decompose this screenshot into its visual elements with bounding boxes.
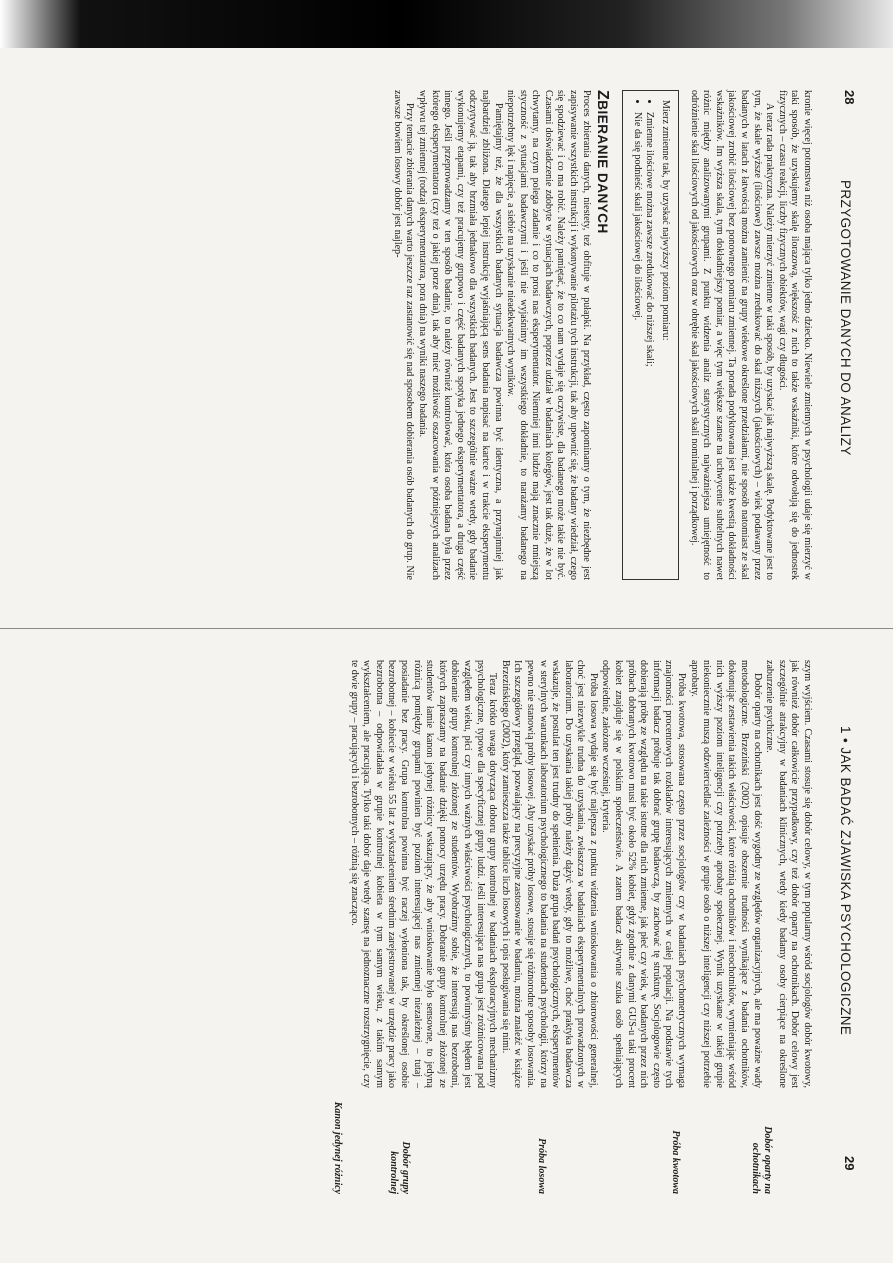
body-text bbox=[347, 660, 813, 1088]
page-number: 28 bbox=[842, 90, 857, 105]
tip-box bbox=[622, 90, 679, 580]
paragraph: Pamiętajmy też, że dla wszystkich badanych sytuacja badawcza powinna być identyczna, a przynajmniej jak najbardziej zbliżona. Dlatego lepiej instrukcję wyjaśniającą sens badania napisać na kartce i w trakcie eksperymentu odczytywać ją, tak aby brzmiała jednakowo dla wszystkich badanych. Jest to szczególnie ważne wtedy, gdy badanie wykonujemy etapami, czy też pracujemy grupowo i część badanych spotyka jednego eksperymentatora, a druga część innego. Jeśli przeprowadzamy w ten sposób badanie, to należy również kontrolować, która osoba badana była przez którego eksperymentatora (czy też o jakiej porze dnia), tak aby mieć możliwość oszacowania w późniejszych analizach wpływu tej zmiennej (rodzaj eksperymentatora, pora dnia) na wyniki naszego badania. bbox=[416, 90, 504, 580]
tip-box-list bbox=[630, 100, 655, 570]
paragraph: kronie więcej potomstwa niż osoba mająca tylko jedno dziecko. Niewiele zmiennych w psychologii udaje się mierzyć w taki sposób, że uzyskujemy skalę ilorazową, większość z nich to także wskaźniki, które odwołują się do jednostek fizycznych – czasu reakcji, liczby fizycznych obiektów, wagi czy długości. bbox=[776, 90, 813, 580]
paragraph: Dobór oparty na ochotnikach jest dość wygodny ze względów organizacyjnych, ale ma poważne wady metodologiczne. Brzeziński (2002) opisuje obszernie trudności wynikające z badania ochotników, dokonując zestawienia takich właściwości, które różnią ochotników i nieochotników, wymieniając wśród nich wyższy poziom inteligencji czy potrzeby aprobaty społecznej. Wynik uzyskane w takiej grupie niekoniecznie muszą odzwierciedlać zależności w grupie osób o niższej inteligencji czy niższej potrzebie aprobaty. bbox=[688, 660, 763, 1088]
book-page-28 bbox=[0, 42, 893, 630]
margin-note: Próba losowa bbox=[536, 1138, 547, 1194]
tip-box-intro: Mierz zmienne tak, by uzyskać najwyższy poziom pomiaru: bbox=[660, 100, 672, 341]
tip-box-item: • Zmienne ilościowe można zawsze zredukować do niższej skali; bbox=[643, 112, 656, 570]
section-title bbox=[594, 90, 612, 580]
section-title-initial: Z bbox=[594, 90, 612, 101]
body-text bbox=[390, 90, 813, 580]
paragraph: A teraz rada praktyczna. Należy mierzyć zmienne w taki sposób, by uzyskać jak najwyższą skalę. Podyktowane jest to tym, że skale wyższe (ilościowe) zawsze można zredukować do skal niższych (jakościowych) – wiek podawany przez badanych w latach z łatwością można zamienić na grupy wiekowe określone przedziałami, nie sposób natomiast ze skal jakościowej zrobić ilościowej bez ponownego pomiaru zmiennej. Ta porada podyktowana jest także kwestią dokładności wskaźników. Im wyższa skala, tym dokładniejszy pomiar, a więc tym większe szanse na uchwycenie subtelnych nawet różnic między analizowanymi grupami. Z punktu widzenia analiz statystycznych najważniejsza umiejętność to odróżnienie skal ilościowych od jakościowych oraz w obrębie skal jakościowych skali nominalnej i porządkowej. bbox=[688, 90, 776, 580]
paragraph: Przy temacie zbierania danych warto jeszcze raz zastanowić się nad sposobem dobierania osób badanych do grup. Nie zawsze bowiem losowy dobór jest najlep- bbox=[391, 90, 416, 580]
section-title-rest: BIERANIE DANYCH bbox=[595, 100, 611, 234]
paragraph: Proces zbierania danych, niestety, też obfituje w pułapki. Na przykład, często zapominamy o tym, że niezbędne jest zapisywanie wszystkich instrukcji i wykonywanie pilotażu tych instrukcji, tak aby upewnić się, że badany wiedział, czego się spodziewać i co ma robić. Należy pamiętać, że to co nam wydaje się oczywiste, dla badanego może takie nie być. Czasami doświadczenie zdobyte w sytuacjach badawczych, poprzez udział w badaniach kolegów, jest tak duże, że w lot chwytamy, na czym polega zadanie i co to prosi nas eksperymentator. Niemniej inni ludzie mają znacznie mniejszą styczność z sytuacjami badawczymi i jeśli nie wyjaśnimy im wszystkiego dokładnie, to narażamy badanego na niepotrzebny lęk i napięcie, a siebie na uzyskanie nieadekwatnych wyników. bbox=[505, 90, 592, 580]
tip-box-item: • Nie da się podnieść skali jakościowej do ilościowej. bbox=[630, 112, 643, 570]
running-head: 1 • JAK BADAĆ ZJAWISKA PSYCHOLOGICZNE bbox=[838, 726, 853, 1036]
margin-note: Dobór grupy kontrolnej bbox=[388, 1141, 411, 1194]
paragraph: Teraz krótko uwaga dotycząca doboru grupy kontrolnej w badaniach eksploracyjnych mechanizmy psychologiczne, typowe dla specyficznej grupy ludzi. Jeśli interesująca nas grupa jest zróżnicowana pod względem wieku, płci czy innych ważnych właściwości psychologicznych, to powinnyśmy błędem jest dobieranie grupy kontrolnej złożonej ze studentów. Wyobraźmy sobie, że interesują nas bezrobotni, których zapraszamy na badanie dzięki pomocy urzędu pracy. Dobranie grupy kontrolnej złożonej ze studentów łamie kanon jedynej różnicy wskazujący, że aby wnioskowanie było sensowne, to jedyną różnicą pomiędzy grupami powinien być poziom interesującej nas zmiennej niezależnej – tutaj – posiadanie bez pracy. Grupa kontrolna powinna być raczej wyłoniona tak, by określonej osobie bezrobotnej – kobiecie w wieku 55 lat z wykształceniem średnim zarejestrowanej w urzędzie pracy jako bezrobotna – odpowiadała w grupie kontrolnej kobieta w tym samym wieku, z takim samym wykształceniem, ale pracująca. Tylko taki dobór daje wtedy szansę na jednoznaczne rozstrzygnięcie, czy te dwie grupy – pracujących i bezrobotnych – różnią się znacząco. bbox=[348, 660, 499, 1088]
book-page-29 bbox=[0, 636, 893, 1224]
margin-note: Dobór oparty na ochotnikach bbox=[750, 1126, 773, 1194]
page-number: 29 bbox=[842, 1156, 857, 1171]
scan-edge-shadow bbox=[0, 0, 893, 48]
paragraph: Próba kwotowa, stosowana często przez socjologów czy w badaniach psychometrycznych wymaga znajomości procentowych rozkładów interesujących zmiennych w całej populacji. Na podstawie tych informacji badacz próbuje tak dobrać grupę badawczą, by zachować tę strukturę. Socjologowie często dobierają próbę ze względu na takie istotne dla nich zmienne, jak płeć czy wiek, w badanych przez nich próbach dobranych kwotowo musi być około 52% kobiet, gdyż zgodnie z danymi GUS-u taki procent kobiet znajduje się w polskim społeczeństwie. A zatem badacz aktywnie szuka osób spełniających odpowiednie, założone wcześniej, kryteria. bbox=[600, 660, 688, 1088]
margin-note: Próba kwotowa bbox=[670, 1130, 681, 1194]
paragraph: Próba losowa wydaje się być najlepsza z punktu widzenia wnioskowania o zbiorowości generalnej, choć jest niezwykle trudna do uzyskania, zwłaszcza w badaniach eksperymentalnych prowadzonych w laboratorium. Do uzyskania takiej próby należy dążyć wtedy, gdy to możliwe, choć praktyka badawcza wskazuje, że postulat ten jest trudny do spełnienia. Duża grupa badań psychologicznych, eksperymentów w sterylnych warunkach laboratorium psychologicznego to badania na studentach psychologii, którzy na pewno nie stanowią próby losowej. Aby uzyskać próby losowe, stosuje się różnorodne sposoby losowania. Ich szczegółowy przegląd, pozwalający na precyzyjne zastosowanie w badaniu, można znaleźć w książce Brzezińskiego (2002), który zamieszcza także tablice liczb losowych i opis posługiwania się nimi. bbox=[499, 660, 599, 1088]
margin-note: Kanon jedynej różnicy bbox=[332, 1101, 343, 1194]
running-head: PRZYGOTOWANIE DANYCH DO ANALIZY bbox=[838, 180, 853, 456]
paragraph: szym wyjściem. Czasami stosuje się dobór celowy, w tym popularny wśród socjologów dobór kwotowy, jak również dobór całkowicie przypadkowy, czy też dobór oparty na ochotnikach. Dobór celowy jest szczególnie atrakcyjny w badaniach klinicznych, wtedy kiedy badamy osoby cierpiące na określone zaburzenie psychiczne. bbox=[764, 660, 813, 1088]
